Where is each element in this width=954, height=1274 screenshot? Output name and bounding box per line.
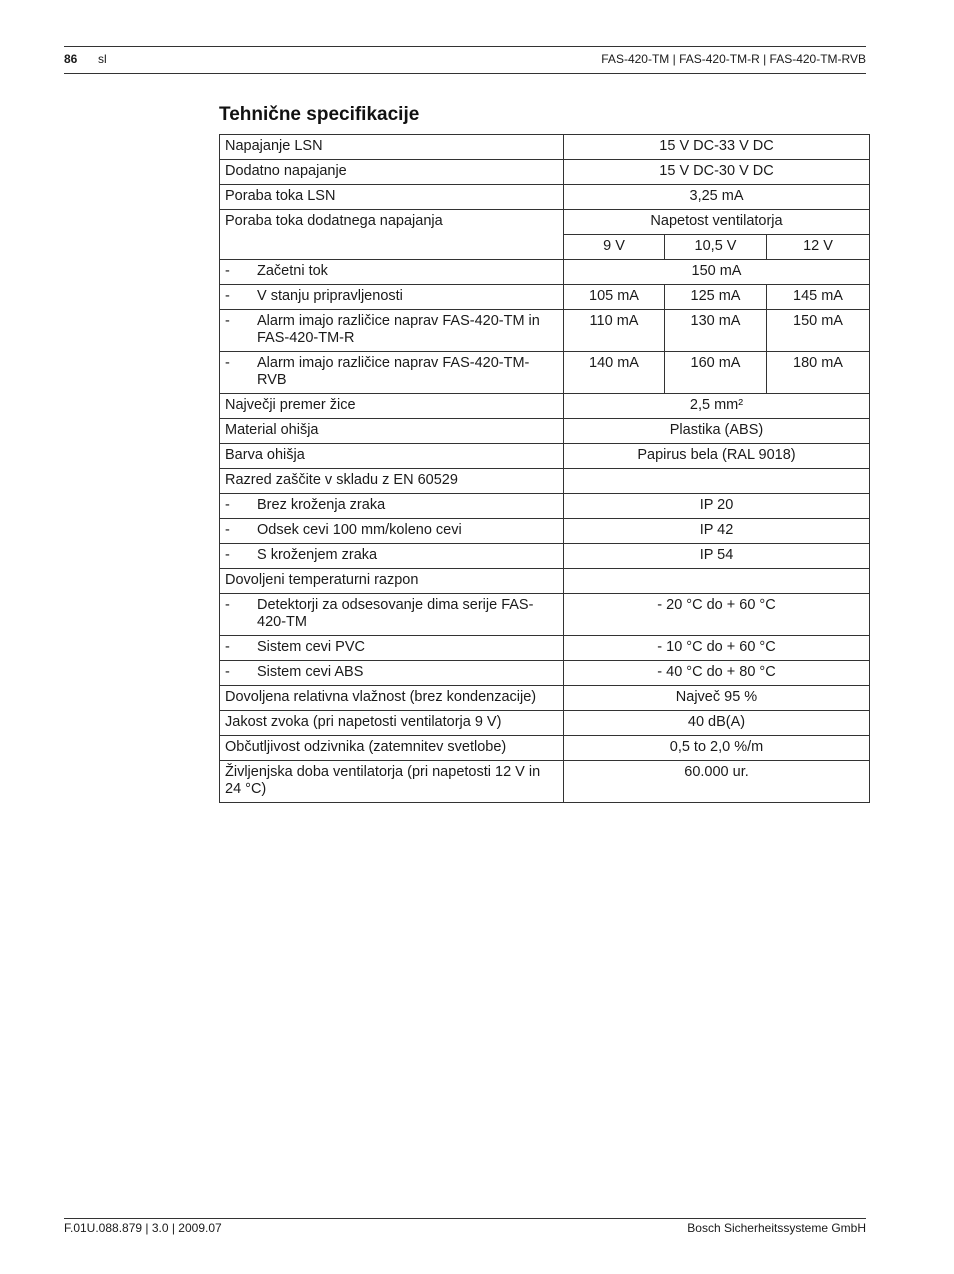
spec-value: 125 mA bbox=[665, 285, 767, 310]
list-dash: - bbox=[225, 313, 230, 329]
spec-value: 40 dB(A) bbox=[564, 711, 870, 736]
list-dash: - bbox=[225, 547, 230, 563]
table-row bbox=[220, 260, 870, 285]
spec-value: 110 mA bbox=[564, 310, 665, 352]
list-dash: - bbox=[225, 639, 230, 655]
spec-value: 150 mA bbox=[767, 310, 870, 352]
spec-label: Občutljivost odzivnika (zatemnitev svetlobe) bbox=[220, 736, 564, 761]
spec-sublabel: - Odsek cevi 100 mm/koleno cevi bbox=[220, 519, 564, 544]
spec-value: 2,5 mm² bbox=[564, 394, 870, 419]
spec-sublabel: - Začetni tok bbox=[220, 260, 564, 285]
spec-value: 180 mA bbox=[767, 352, 870, 394]
document-id: F.01U.088.879 | 3.0 | 2009.07 bbox=[64, 1221, 222, 1235]
table-row bbox=[220, 594, 870, 636]
spec-value: - 20 °C do + 60 °C bbox=[564, 594, 870, 636]
spec-sublabel: - Detektorji za odsesovanje dima serije FAS-420-TM bbox=[220, 594, 564, 636]
spec-value: - 40 °C do + 80 °C bbox=[564, 661, 870, 686]
spec-value: 15 V DC-33 V DC bbox=[564, 135, 870, 160]
page-header bbox=[64, 52, 866, 68]
table-row bbox=[220, 661, 870, 686]
list-dash: - bbox=[225, 355, 230, 371]
spec-label: Poraba toka dodatnega napajanja bbox=[220, 210, 564, 260]
table-row bbox=[220, 761, 870, 803]
table-row bbox=[220, 544, 870, 569]
table-row bbox=[220, 352, 870, 394]
spec-value: Največ 95 % bbox=[564, 686, 870, 711]
spec-label: Razred zaščite v skladu z EN 60529 bbox=[220, 469, 564, 494]
spec-label: Dovoljena relativna vlažnost (brez kondenzacije) bbox=[220, 686, 564, 711]
header-bottom-rule bbox=[64, 73, 866, 74]
spec-sublabel: - Alarm imajo različice naprav FAS-420-TM in FAS-420-TM-R bbox=[220, 310, 564, 352]
table-row bbox=[220, 160, 870, 185]
spec-value: 160 mA bbox=[665, 352, 767, 394]
spec-sublabel: - Sistem cevi PVC bbox=[220, 636, 564, 661]
table-row bbox=[220, 469, 870, 494]
spec-table bbox=[219, 134, 870, 803]
list-dash: - bbox=[225, 497, 230, 513]
voltage-9v: 9 V bbox=[564, 235, 665, 260]
footer-rule bbox=[64, 1218, 866, 1219]
product-names: FAS-420-TM | FAS-420-TM-R | FAS-420-TM-RVB bbox=[601, 52, 866, 66]
table-row bbox=[220, 636, 870, 661]
spec-value: 60.000 ur. bbox=[564, 761, 870, 803]
table-row bbox=[220, 444, 870, 469]
spec-value: 140 mA bbox=[564, 352, 665, 394]
voltage-12v: 12 V bbox=[767, 235, 870, 260]
spec-label: Dodatno napajanje bbox=[220, 160, 564, 185]
spec-sublabel: - S kroženjem zraka bbox=[220, 544, 564, 569]
table-row bbox=[220, 185, 870, 210]
spec-label: Material ohišja bbox=[220, 419, 564, 444]
spec-label: Dovoljeni temperaturni razpon bbox=[220, 569, 564, 594]
spec-sublabel: - V stanju pripravljenosti bbox=[220, 285, 564, 310]
spec-label: Poraba toka LSN bbox=[220, 185, 564, 210]
spec-sublabel: - Alarm imajo različice naprav FAS-420-TM-RVB bbox=[220, 352, 564, 394]
spec-value: 105 mA bbox=[564, 285, 665, 310]
spec-value: 150 mA bbox=[564, 260, 870, 285]
spec-value: 145 mA bbox=[767, 285, 870, 310]
spec-value: IP 42 bbox=[564, 519, 870, 544]
spec-value: - 10 °C do + 60 °C bbox=[564, 636, 870, 661]
spec-value: IP 20 bbox=[564, 494, 870, 519]
list-dash: - bbox=[225, 522, 230, 538]
table-row bbox=[220, 711, 870, 736]
spec-value: 15 V DC-30 V DC bbox=[564, 160, 870, 185]
table-row bbox=[220, 210, 870, 235]
list-dash: - bbox=[225, 664, 230, 680]
table-row bbox=[220, 686, 870, 711]
spec-value: Plastika (ABS) bbox=[564, 419, 870, 444]
table-row bbox=[220, 569, 870, 594]
spec-value: Papirus bela (RAL 9018) bbox=[564, 444, 870, 469]
fan-voltage-header: Napetost ventilatorja bbox=[564, 210, 870, 235]
table-row bbox=[220, 419, 870, 444]
spec-value: 130 mA bbox=[665, 310, 767, 352]
table-row bbox=[220, 736, 870, 761]
spec-sublabel: - Brez kroženja zraka bbox=[220, 494, 564, 519]
page-number: 86 bbox=[64, 52, 78, 66]
spec-value: IP 54 bbox=[564, 544, 870, 569]
company-name: Bosch Sicherheitssysteme GmbH bbox=[687, 1221, 866, 1235]
spec-label: Življenjska doba ventilatorja (pri napetosti 12 V in 24 °C) bbox=[220, 761, 564, 803]
spec-label: Napajanje LSN bbox=[220, 135, 564, 160]
list-dash: - bbox=[225, 263, 230, 279]
table-row bbox=[220, 494, 870, 519]
table-row bbox=[220, 285, 870, 310]
table-row bbox=[220, 519, 870, 544]
spec-value-empty bbox=[564, 569, 870, 594]
list-dash: - bbox=[225, 288, 230, 304]
table-row bbox=[220, 135, 870, 160]
list-dash: - bbox=[225, 597, 230, 613]
spec-value: 3,25 mA bbox=[564, 185, 870, 210]
table-row bbox=[220, 394, 870, 419]
language-code: sl bbox=[98, 52, 107, 66]
spec-value-empty bbox=[564, 469, 870, 494]
table-row bbox=[220, 310, 870, 352]
section-title: Tehnične specifikacije bbox=[219, 104, 420, 125]
spec-label: Barva ohišja bbox=[220, 444, 564, 469]
spec-value: 0,5 to 2,0 %/m bbox=[564, 736, 870, 761]
spec-sublabel: - Sistem cevi ABS bbox=[220, 661, 564, 686]
header-top-rule bbox=[64, 46, 866, 47]
spec-label: Največji premer žice bbox=[220, 394, 564, 419]
voltage-10-5v: 10,5 V bbox=[665, 235, 767, 260]
spec-label: Jakost zvoka (pri napetosti ventilatorja 9 V) bbox=[220, 711, 564, 736]
